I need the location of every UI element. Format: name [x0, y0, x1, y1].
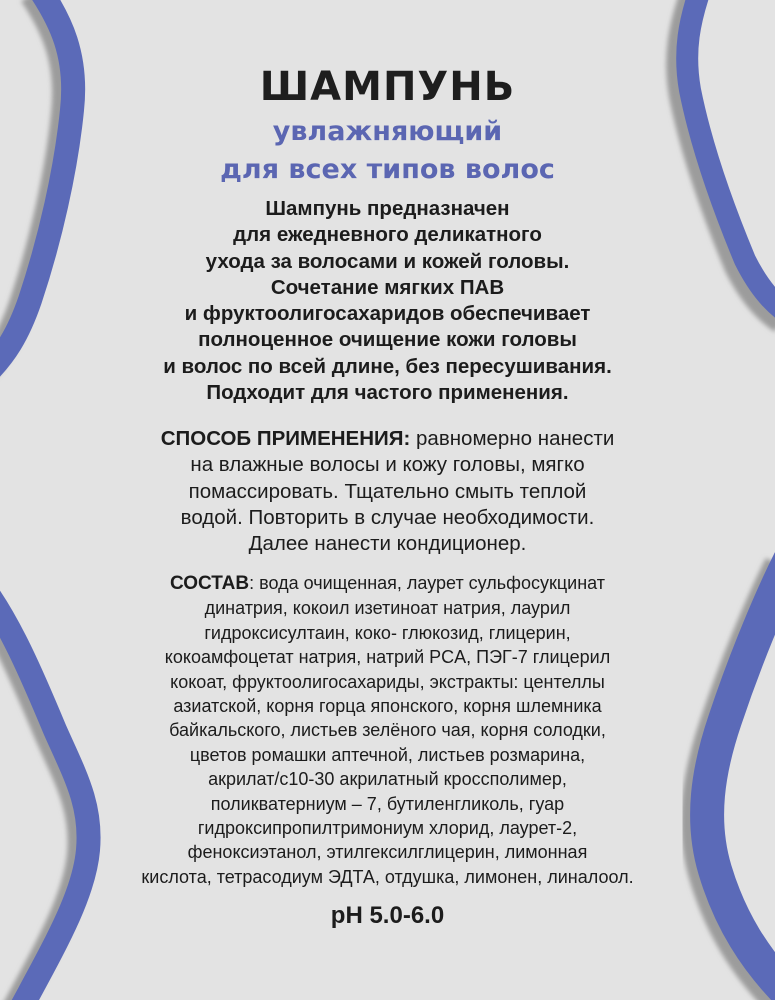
description-line: ухода за волосами и кожей головы. [205, 249, 570, 273]
ingredients-line: кислота, тетрасодиум ЭДТА, отдушка, лимонен, линалоол. [141, 866, 634, 887]
usage-label: СПОСОБ ПРИМЕНЕНИЯ: [160, 427, 411, 450]
ingredients-line: динатрия, кокоил изетиноат натрия, лаурил [204, 598, 571, 619]
usage-line: на влажные волосы и кожу головы, мягко [190, 453, 585, 477]
ingredients-line: кокоамфоцетат натрия, натрий PCA, ПЭГ-7 глицерил [164, 647, 611, 668]
usage-text: равномерно нанести [410, 427, 615, 450]
ingredients-line: кокоат, фруктоолигосахариды, экстракты: центеллы [170, 671, 605, 692]
ingredients-list [0, 571, 775, 889]
description-line: полноценное очищение кожи головы [198, 328, 577, 352]
usage-line: помассировать. Тщательно смыть теплой [188, 479, 587, 503]
ingredients-line: байкальского, листьев зелёного чая, корня солодки, [169, 720, 606, 741]
product-subtitle-type: увлажняющий [272, 116, 503, 147]
description-line: и фруктоолигосахаридов обеспечивает [184, 302, 591, 326]
product-description [0, 196, 775, 406]
product-subtitle-hair-types: для всех типов волос [220, 154, 555, 185]
usage-line: водой. Повторить в случае необходимости. [180, 505, 595, 529]
ingredients-line: гидроксипропилтримониум хлорид, лаурет-2, [197, 818, 578, 839]
usage-first-line [0, 426, 775, 452]
usage-line: Далее нанести кондиционер. [248, 532, 527, 556]
description-line: Сочетание мягких ПАВ [270, 275, 505, 299]
ingredients-line: акрилат/с10-30 акрилатный кроссполимер, [208, 769, 567, 790]
ingredients-label: СОСТАВ [169, 573, 250, 594]
description-line: Подходит для частого применения. [206, 381, 569, 405]
description-line: и волос по всей длине, без пересушивания. [163, 354, 612, 378]
ingredients-text: : вода очищенная, лаурет сульфосукцинат [249, 573, 606, 593]
ingredients-line: гидроксисултаин, коко- глюкозид, глицерин, [204, 622, 571, 643]
ingredients-first-line [0, 571, 775, 596]
ingredients-line: феноксиэтанол, этилгексилглицерин, лимонная [187, 842, 588, 863]
ingredients-line: цветов ромашки аптечной, листьев розмарина, [189, 744, 586, 765]
product-title: ШАМПУНЬ [259, 64, 516, 110]
ingredients-line: азиатской, корня горца японского, корня шлемника [173, 696, 602, 717]
description-line: Шампунь предназначен [265, 197, 510, 220]
description-line: для ежедневного деликатного [233, 223, 542, 247]
usage-instructions [0, 426, 775, 557]
ph-value: pH 5.0-6.0 [330, 902, 445, 929]
ingredients-line: поликватерниум – 7, бутиленгликоль, гуар [210, 793, 565, 814]
